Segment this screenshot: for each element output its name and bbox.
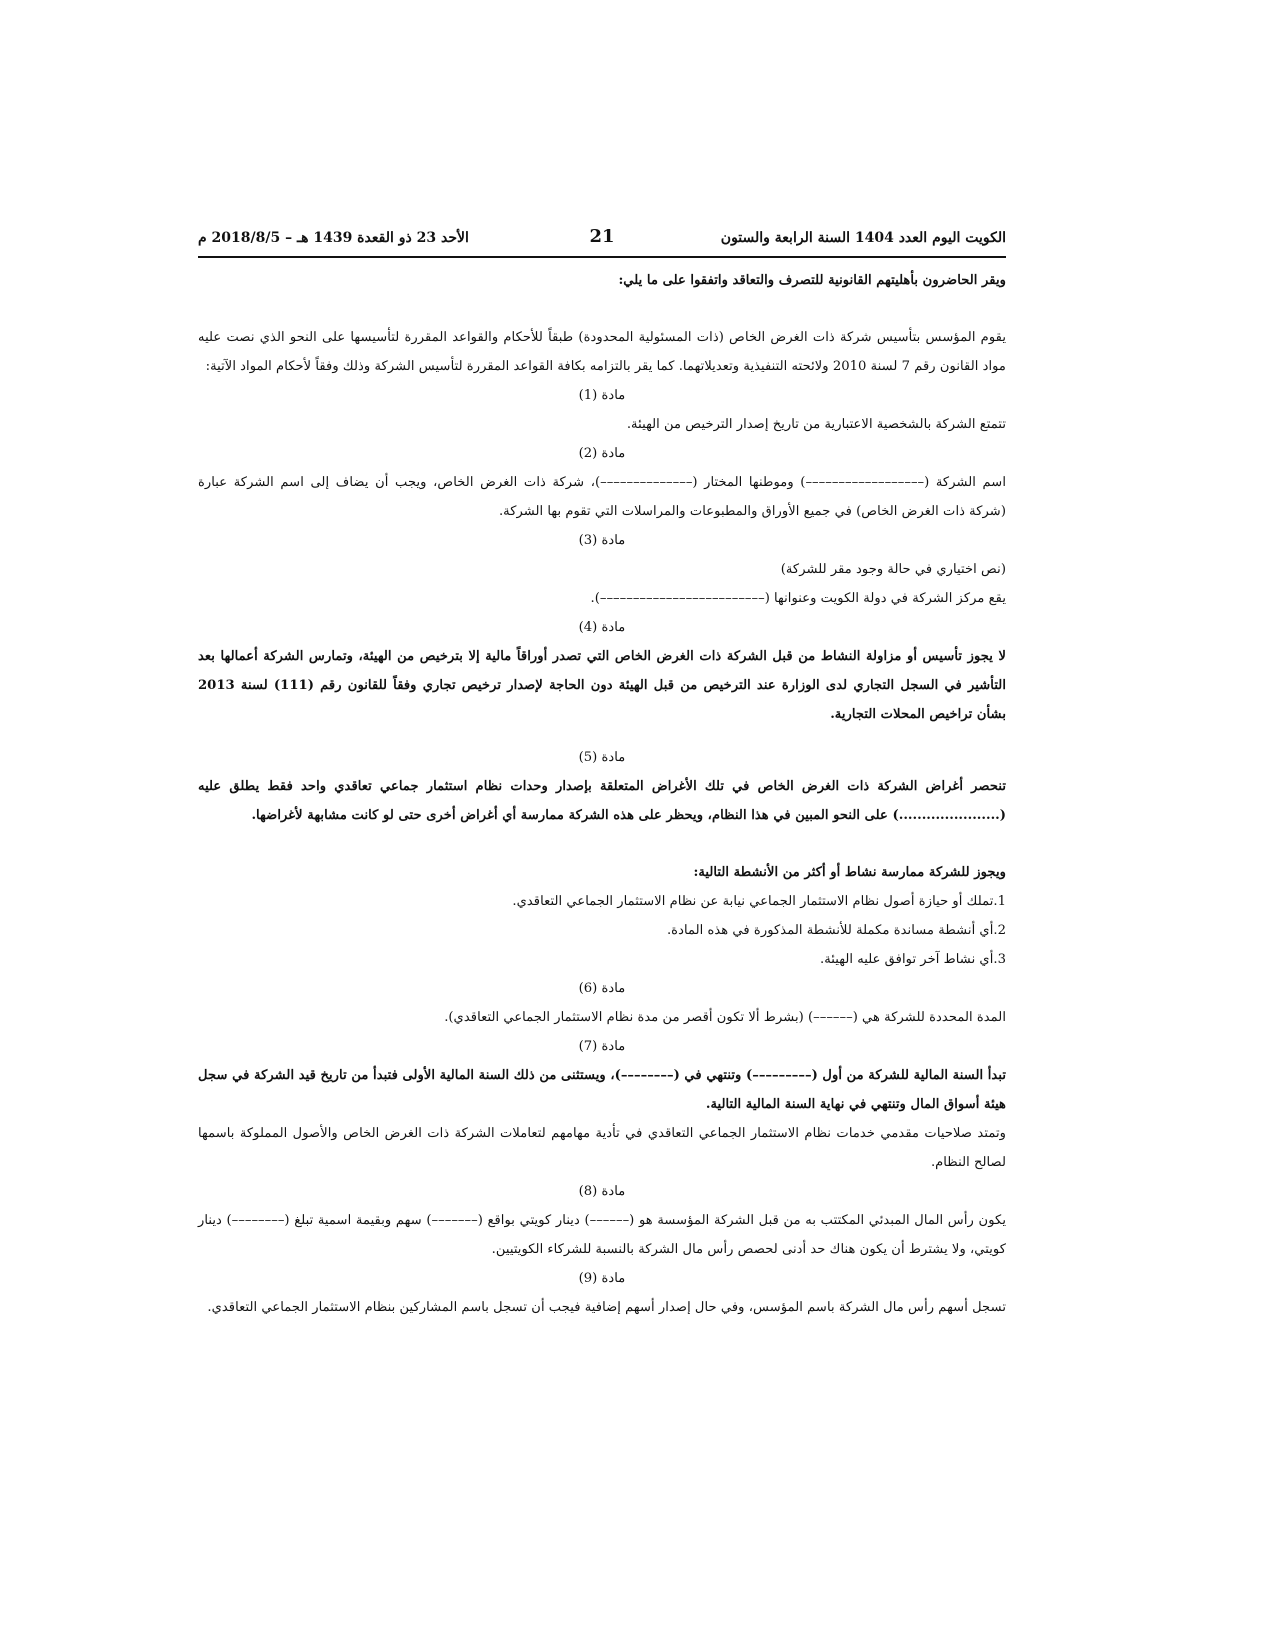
article-9-text: تسجل أسهم رأس مال الشركة باسم المؤسس، وفي حال إصدار أسهم إضافية فيجب أن تسجل باسم المشاركين بنظام الاستثمار الجماعي التعاقدي. — [207, 1300, 1006, 1315]
article-5-item-2: 2.أي أنشطة مساندة مكملة للأنشطة المذكورة في هذه المادة. — [666, 923, 1006, 938]
article-3-title: مادة (3) — [578, 533, 626, 548]
article-7-title: مادة (7) — [578, 1039, 626, 1054]
article-5-title: مادة (5) — [578, 750, 626, 765]
document-page — [198, 226, 1006, 1322]
article-4-title: مادة (4) — [578, 620, 626, 635]
article-7-text-2: وتمتد صلاحيات مقدمي خدمات نظام الاستثمار الجماعي التعاقدي في تأدية مهامهم لتعاملات الشركة ذات الغرض الخاص والأصول المملوكة باسمها لصالح النظام. — [198, 1126, 1006, 1170]
article-3-note: (نص اختياري في حالة وجود مقر للشركة) — [780, 562, 1006, 577]
article-2-title: مادة (2) — [578, 446, 626, 461]
article-5-activities-intro: ويجوز للشركة ممارسة نشاط أو أكثر من الأنشطة التالية: — [693, 865, 1006, 880]
article-1-text: تتمتع الشركة بالشخصية الاعتبارية من تاريخ إصدار الترخيص من الهيئة. — [626, 417, 1006, 432]
article-2-text: اسم الشركة (––––––––––––––––––) وموطنها المختار (––––––––––––––)، شركة ذات الغرض الخاص، ويجب أن يضاف إلى اسم الشركة عبارة (شركة ذات الغرض الخاص) في جميع الأوراق والمطبوعات والمراسلات التي تقوم بها الشركة. — [198, 475, 1006, 519]
article-6-text: المدة المحددة للشركة هي (––––––) (بشرط ألا تكون أقصر من مدة نظام الاستثمار الجماعي التعاقدي). — [444, 1010, 1006, 1025]
preamble-text: يقوم المؤسس بتأسيس شركة ذات الغرض الخاص (ذات المسئولية المحدودة) طبقاً للأحكام والقواعد المقررة لتأسيسها على النحو الذي نصت عليه مواد القانون رقم 7 لسنة 2010 ولائحته التنفيذية وتعديلاتهما. كما يقر بالتزامه بكافة القواعد المقررة لتأسيس الشركة وذلك وفقاً لأحكام المواد الآتية: — [198, 330, 1006, 374]
article-8-text: يكون رأس المال المبدئي المكتتب به من قبل الشركة المؤسسة هو (––––––) دينار كويتي بواقع (–––––––) سهم وبقيمة اسمية تبلغ (––––––––) دينار كويتي، ولا يشترط أن يكون هناك حد أدنى لحصص رأس مال الشركة بالنسبة للشركاء الكويتيين. — [198, 1213, 1006, 1257]
article-5-item-1: 1.تملك أو حيازة أصول نظام الاستثمار الجماعي نيابة عن نظام الاستثمار الجماعي التعاقدي. — [512, 894, 1006, 909]
article-5-item-3: 3.أي نشاط آخر توافق عليه الهيئة. — [820, 952, 1006, 967]
article-3-text: يقع مركز الشركة في دولة الكويت وعنوانها (–––––––––––––––––––––––––). — [590, 591, 1006, 606]
page-header — [198, 226, 1006, 258]
article-4-text: لا يجوز تأسيس أو مزاولة النشاط من قبل الشركة ذات الغرض الخاص التي تصدر أوراقاً مالية إلا بترخيص من الهيئة، وتمارس الشركة أعمالها بعد التأشير في السجل التجاري لدى الوزارة عند الترخيص من قبل الهيئة دون الحاجة لإصدار ترخيص تجاري وفقاً للقانون رقم (111) لسنة 2013 بشأن تراخيص المحلات التجارية. — [198, 649, 1006, 722]
article-5-text: تنحصر أغراض الشركة ذات الغرض الخاص في تلك الأغراض المتعلقة بإصدار وحدات نظام استثمار جماعي تعاقدي واحد فقط يطلق عليه (......................) على النحو المبين في هذا النظام، ويحظر على هذه الشركة ممارسة أي أغراض أخرى حتى لو كانت مشابهة لأغراضها. — [198, 779, 1006, 823]
article-6-title: مادة (6) — [578, 981, 626, 996]
header-date: الأحد 23 ذو القعدة 1439 هـ – 2018/8/5 م — [198, 230, 469, 246]
article-9-title: مادة (9) — [578, 1271, 626, 1286]
article-7-text: تبدأ السنة المالية للشركة من أول (–––––––––) وتنتهي في (––––––––)، ويستثنى من ذلك السنة المالية الأولى فتبدأ من تاريخ قيد الشركة في سجل هيئة أسواق المال وتنتهي في نهاية السنة المالية التالية. — [198, 1068, 1006, 1112]
header-publication-info: الكويت اليوم العدد 1404 السنة الرابعة والستون — [720, 230, 1006, 246]
page-number: 21 — [589, 226, 615, 247]
article-1-title: مادة (1) — [578, 388, 626, 403]
intro-text: ويقر الحاضرون بأهليتهم القانونية للتصرف والتعاقد واتفقوا على ما يلي: — [618, 273, 1006, 288]
article-8-title: مادة (8) — [578, 1184, 626, 1199]
